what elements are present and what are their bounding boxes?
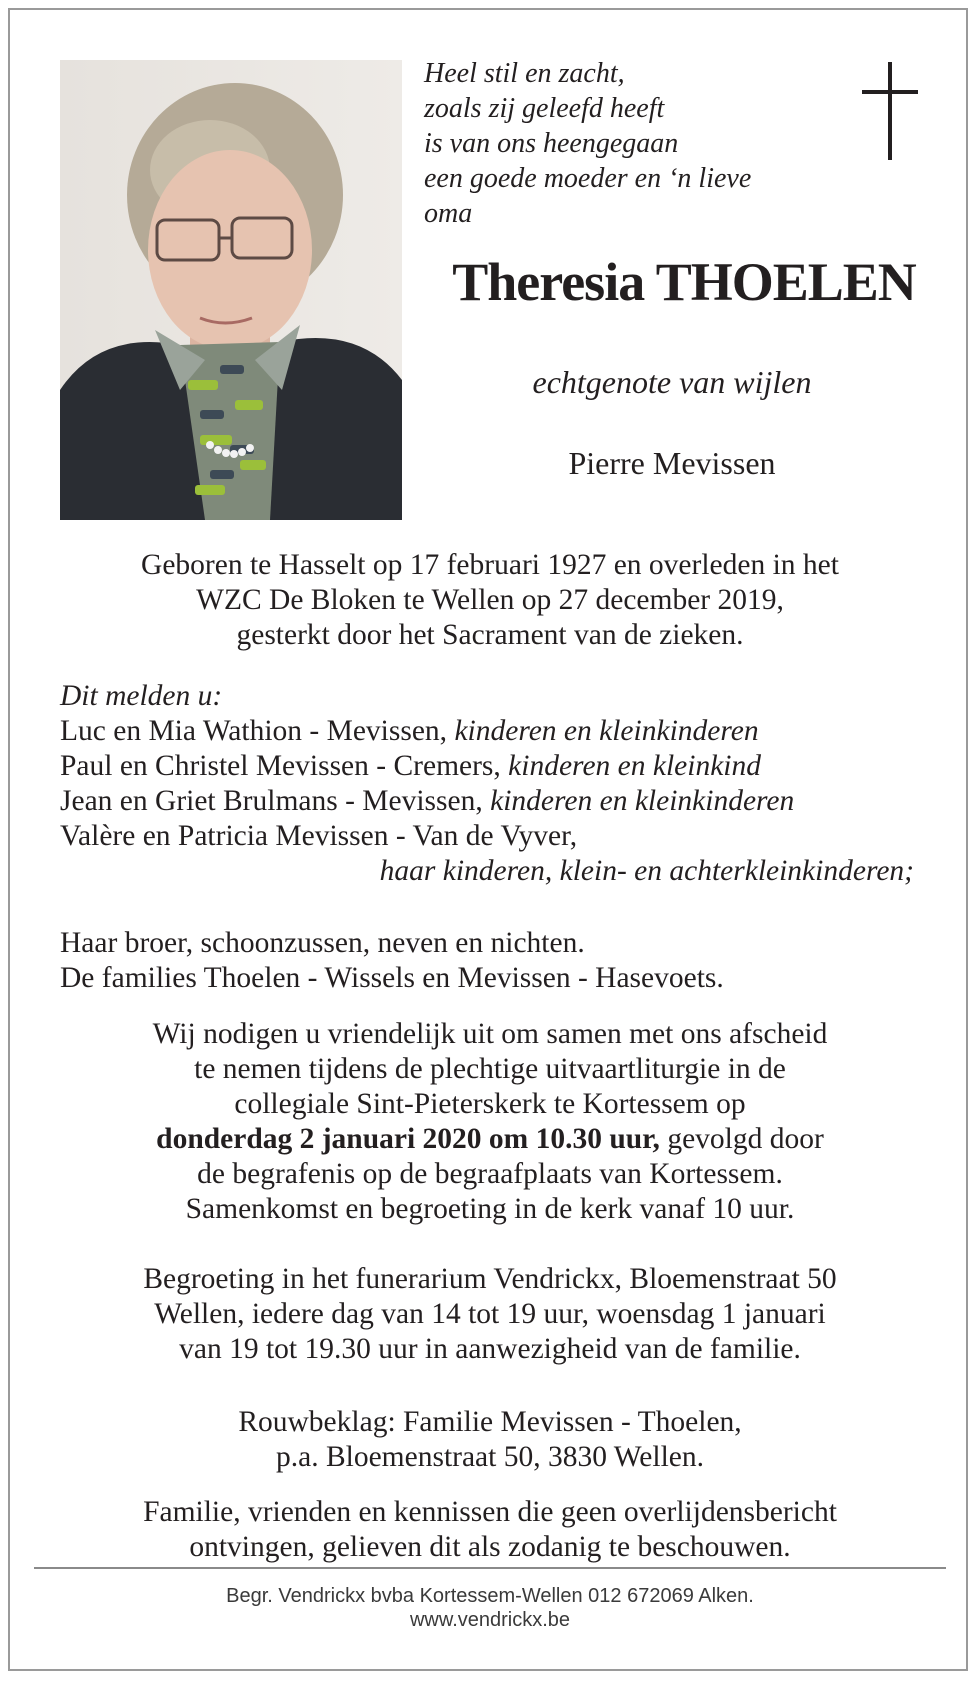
spouse-intro: echtgenote van wijlen <box>532 364 812 400</box>
text-line: Rouwbeklag: Familie Mevissen - Thoelen, <box>238 1406 742 1438</box>
family-member <box>60 819 940 854</box>
text-line: Familie, vrienden en kennissen die geen overlijdensbericht <box>143 1496 837 1528</box>
family-names: Valère en Patricia Mevissen - Van de Vyver, <box>60 820 578 852</box>
text-line: Begroeting in het funerarium Vendrickx, Bloemenstraat 50 <box>143 1263 837 1295</box>
poem <box>424 56 844 231</box>
family-member <box>60 749 940 784</box>
family-intro: Dit melden u: <box>60 680 223 712</box>
visitation-text <box>40 1262 940 1367</box>
family-relation: kinderen en kleinkinderen <box>490 785 795 817</box>
footer <box>40 1584 940 1632</box>
family-member <box>60 784 940 819</box>
text-line: Wij nodigen u vriendelijk uit om samen met ons afscheid <box>152 1018 828 1050</box>
footer-company: Begr. Vendrickx bvba Kortessem-Wellen 012 672069 Alken. <box>226 1585 754 1607</box>
text-line: Wellen, iedere dag van 14 tot 19 uur, woensdag 1 januari <box>154 1298 826 1330</box>
spouse-name: Pierre Mevissen <box>568 445 776 481</box>
text-line: gesterkt door het Sacrament van de zieken. <box>236 619 744 651</box>
divider <box>34 1567 946 1569</box>
text-line: Samenkomst en begroeting in de kerk vanaf 10 uur. <box>185 1193 795 1225</box>
family-names: Jean en Griet Brulmans - Mevissen, <box>60 785 483 817</box>
birth-death-text <box>40 548 940 653</box>
text-line: Geboren te Hasselt op 17 februari 1927 en overleden in het <box>141 549 839 581</box>
text-line: van 19 tot 19.30 uur in aanwezigheid van de familie. <box>179 1333 801 1365</box>
text-line: te nemen tijdens de plechtige uitvaartliturgie in de <box>194 1053 786 1085</box>
family-names: Paul en Christel Mevissen - Cremers, <box>60 750 501 782</box>
ceremony-date: donderdag 2 januari 2020 om 10.30 uur, <box>156 1123 660 1155</box>
family-list <box>60 679 940 889</box>
text-line: De families Thoelen - Wissels en Mevissen - Hasevoets. <box>60 962 724 994</box>
text-line: collegiale Sint-Pieterskerk te Kortessem op <box>234 1088 746 1120</box>
family-names: Luc en Mia Wathion - Mevissen, <box>60 715 448 747</box>
poem-line: zoals zij geleefd heeft <box>424 93 665 124</box>
text-line: p.a. Bloemenstraat 50, 3830 Wellen. <box>275 1441 704 1473</box>
poem-line: Heel stil en zacht, <box>424 58 625 89</box>
condolences-text <box>40 1405 940 1475</box>
family-relation: kinderen en kleinkinderen <box>454 715 759 747</box>
family-closing: haar kinderen, klein- en achterkleinkinderen; <box>379 855 914 887</box>
ceremony-date-line <box>40 1122 940 1157</box>
poem-line: is van ons heengegaan <box>424 128 679 159</box>
poem-line: een goede moeder en ‘n lieve <box>424 163 752 194</box>
notice-text <box>40 1495 940 1565</box>
family-extra <box>60 926 940 996</box>
text-line: Haar broer, schoonzussen, neven en nichten. <box>60 927 585 959</box>
deceased-name: Theresia THOELEN <box>452 252 916 312</box>
portrait-photo <box>60 60 402 520</box>
text-line: ontvingen, gelieven dit als zodanig te beschouwen. <box>189 1531 791 1563</box>
poem-line: oma <box>424 198 473 229</box>
footer-website[interactable]: www.vendrickx.be <box>409 1609 571 1631</box>
text-fragment: gevolgd door <box>659 1123 824 1155</box>
family-member <box>60 714 940 749</box>
latin-cross-icon <box>862 62 918 165</box>
text-line: de begrafenis op de begraafplaats van Kortessem. <box>197 1158 783 1190</box>
text-line: WZC De Bloken te Wellen op 27 december 2019, <box>196 584 784 616</box>
family-relation: kinderen en kleinkind <box>508 750 761 782</box>
ceremony-text <box>40 1017 940 1227</box>
